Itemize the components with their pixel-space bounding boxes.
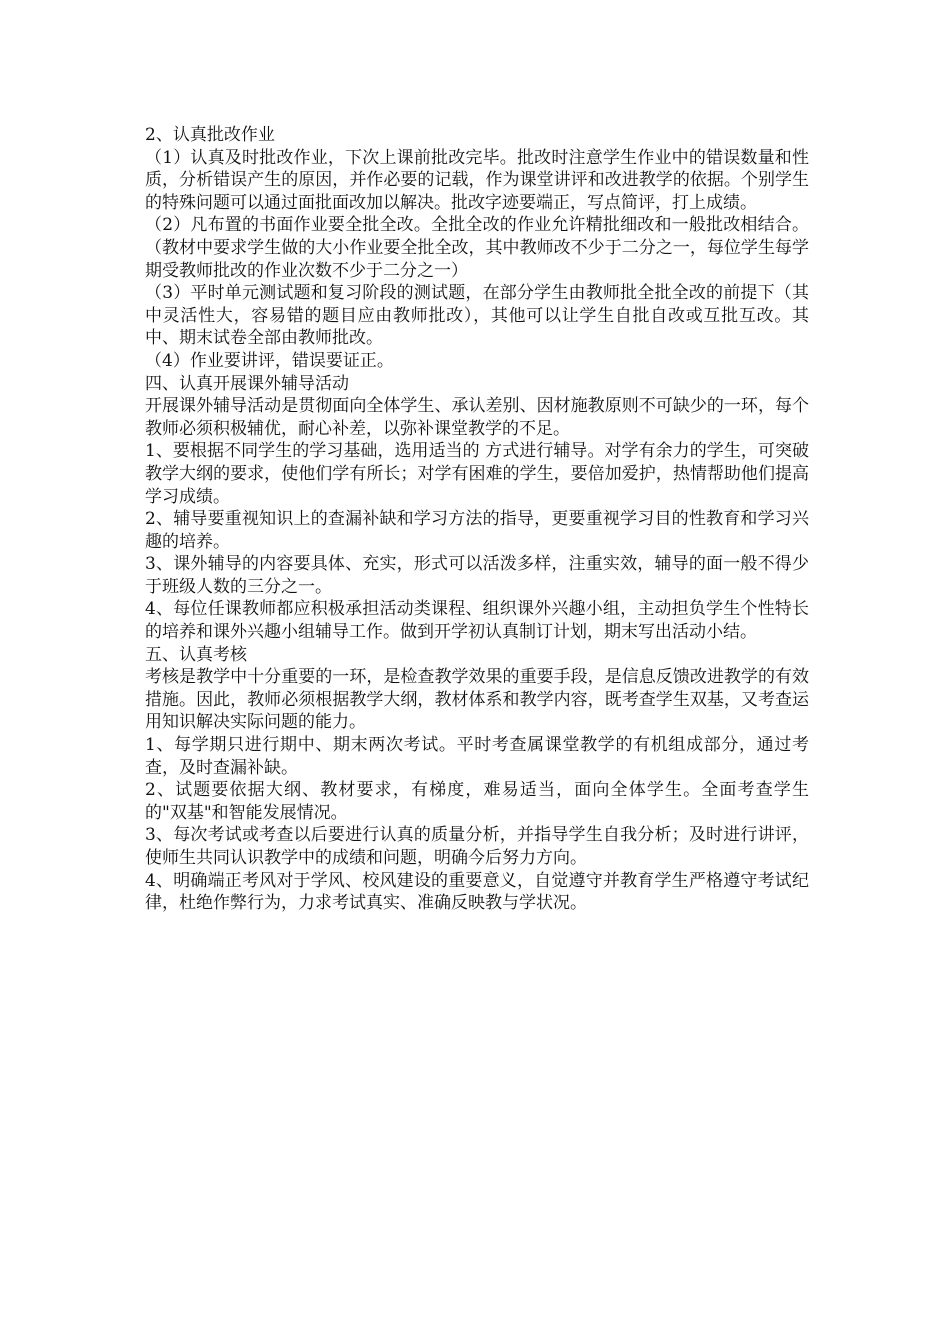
paragraph-homework-3: （3）平时单元测试题和复习阶段的测试题，在部分学生由教师批全批全改的前提下（其中灵活性大，容易错的题目应由教师批改），其他可以让学生自批自改或互批互改。其中、期末试卷全部由教师批改。 — [145, 283, 809, 349]
paragraph-assessment-2: 2、试题要依据大纲、教材要求，有梯度，难易适当，面向全体学生。全面考查学生的"双基"和智能发展情况。 — [145, 780, 809, 823]
paragraph-assessment-1: 1、每学期只进行期中、期末两次考试。平时考查属课堂教学的有机组成部分，通过考查，及时查漏补缺。 — [145, 735, 809, 778]
paragraph-assessment-intro: 考核是教学中十分重要的一环，是检查教学效果的重要手段，是信息反馈改进教学的有效措施。因此，教师必须根据教学大纲，教材体系和教学内容，既考查学生双基，又考查运用知识解决实际问题的能力。 — [145, 667, 809, 733]
paragraph-assessment-4: 4、明确端正考风对于学风、校风建设的重要意义，自觉遵守并教育学生严格遵守考试纪律，杜绝作弊行为，力求考试真实、准确反映教与学状况。 — [145, 870, 809, 914]
section-heading-tutoring: 四、认真开展课外辅导活动 — [145, 373, 349, 394]
document-body — [145, 124, 809, 915]
paragraph-tutoring-2: 2、辅导要重视知识上的查漏补缺和学习方法的指导，更要重视学习目的性教育和学习兴趣的培养。 — [145, 509, 809, 552]
paragraph-homework-1: （1）认真及时批改作业，下次上课前批改完毕。批改时注意学生作业中的错误数量和性质，分析错误产生的原因，并作必要的记载，作为课堂讲评和改进教学的依据。个别学生的特殊问题可以通过面批面改加以解决。批改字迹要端正，写点简评，打上成绩。 — [145, 147, 809, 213]
section-heading-homework: 2、认真批改作业 — [145, 125, 275, 145]
section-heading-assessment: 五、认真考核 — [145, 644, 247, 665]
paragraph-tutoring-intro: 开展课外辅导活动是贯彻面向全体学生、承认差别、因材施教原则不可缺少的一环，每个教师必须积极辅优，耐心补差，以弥补课堂教学的不足。 — [145, 396, 809, 439]
paragraph-tutoring-3: 3、课外辅导的内容要具体、充实，形式可以活泼多样，注重实效，辅导的面一般不得少于班级人数的三分之一。 — [145, 554, 809, 597]
paragraph-tutoring-1: 1、要根据不同学生的学习基础，选用适当的 方式进行辅导。对学有余力的学生，可突破教学大纲的要求，使他们学有所长；对学有困难的学生，要倍加爱护，热情帮助他们提高学习成绩。 — [145, 441, 809, 507]
paragraph-homework-4: （4）作业要讲评，错误要证正。 — [145, 350, 394, 371]
paragraph-homework-2: （2）凡布置的书面作业要全批全改。全批全改的作业允许精批细改和一般批改相结合。（教材中要求学生做的大小作业要全批全改，其中教师改不少于二分之一，每位学生每学期受教师批改的作业次数不少于二分之一） — [145, 215, 809, 281]
paragraph-assessment-3: 3、每次考试或考查以后要进行认真的质量分析，并指导学生自我分析；及时进行讲评，使师生共同认识教学中的成绩和问题，明确今后努力方向。 — [145, 825, 809, 868]
paragraph-tutoring-4: 4、每位任课教师都应积极承担活动类课程、组织课外兴趣小组，主动担负学生个性特长的培养和课外兴趣小组辅导工作。做到开学初认真制订计划，期末写出活动小结。 — [145, 599, 809, 643]
